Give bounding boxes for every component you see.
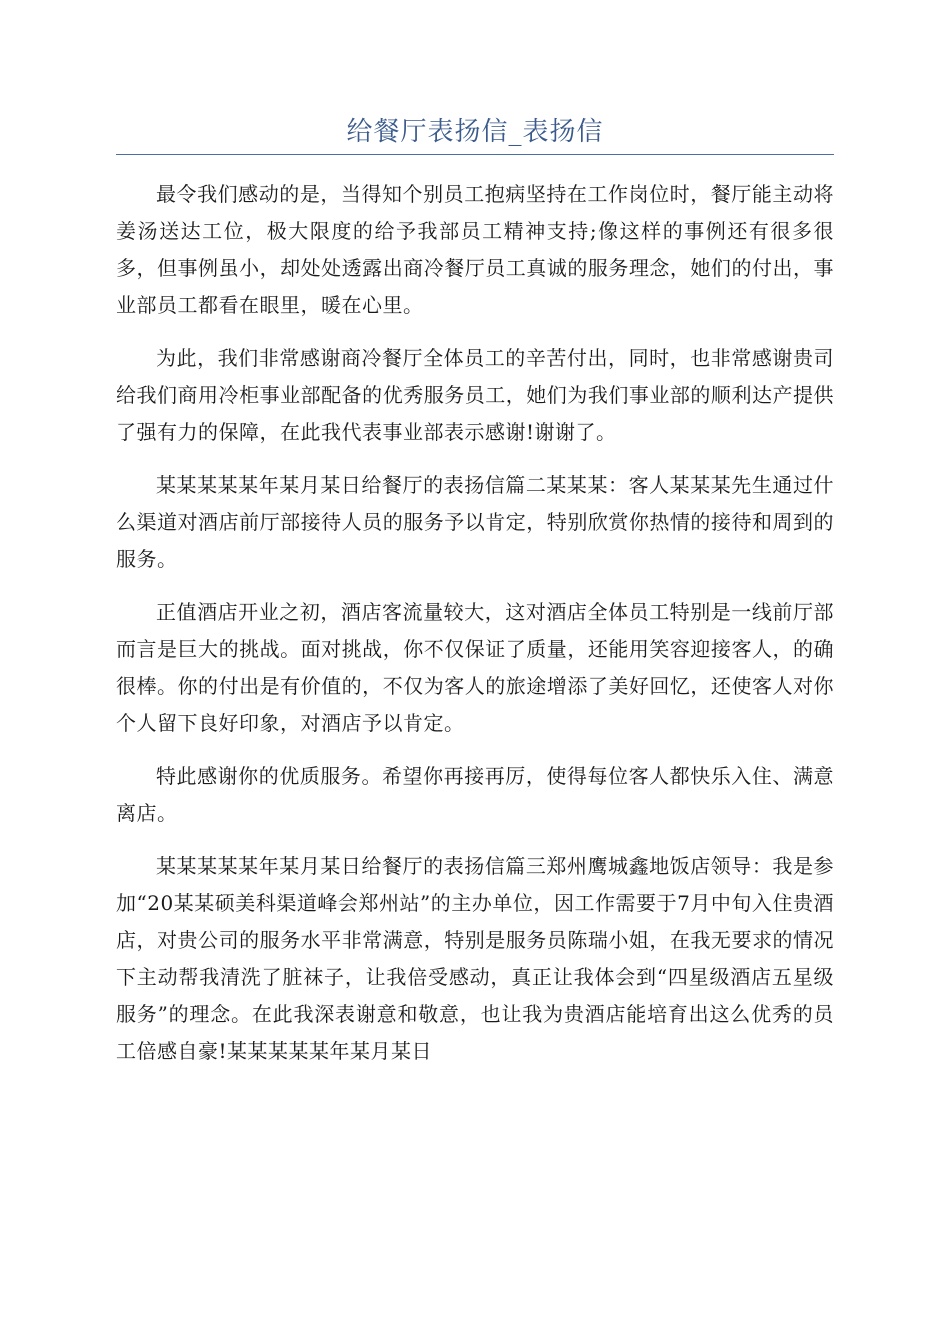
paragraph-3: 某某某某某年某月某日给餐厅的表扬信篇二某某某：客人某某某先生通过什么渠道对酒店前厅部接待人员的服务予以肯定，特别欣赏你热情的接待和周到的服务。 xyxy=(116,473,834,571)
document-body xyxy=(116,176,834,1086)
paragraph-5: 特此感谢你的优质服务。希望你再接再厉，使得每位客人都快乐入住、满意离店。 xyxy=(116,764,834,825)
title-underline xyxy=(116,154,834,155)
paragraph-4: 正值酒店开业之初，酒店客流量较大，这对酒店全体员工特别是一线前厅部而言是巨大的挑战。面对挑战，你不仅保证了质量，还能用笑容迎接客人，的确很棒。你的付出是有价值的，不仅为客人的旅途增添了美好回忆，还使客人对你个人留下良好印象，对酒店予以肯定。 xyxy=(116,600,834,735)
paragraph-1: 最令我们感动的是，当得知个别员工抱病坚持在工作岗位时，餐厅能主动将姜汤送达工位，极大限度的给予我部员工精神支持;像这样的事例还有很多很多，但事例虽小，却处处透露出商冷餐厅员工真诚的服务理念，她们的付出，事业部员工都看在眼里，暖在心里。 xyxy=(116,182,834,317)
paragraph-6: 某某某某某年某月某日给餐厅的表扬信篇三郑州鹰城鑫地饭店领导：我是参加“20某某硕美科渠道峰会郑州站”的主办单位，因工作需要于7月中旬入住贵酒店，对贵公司的服务水平非常满意，特别是服务员陈瑞小姐，在我无要求的情况下主动帮我清洗了脏袜子，让我倍受感动，真正让我体会到“四星级酒店五星级服务”的理念。在此我深表谢意和敬意，也让我为贵酒店能培育出这么优秀的员工倍感自豪!某某某某某年某月某日 xyxy=(116,854,834,1063)
document-title: 给餐厅表扬信_表扬信 xyxy=(346,117,604,147)
paragraph-2: 为此，我们非常感谢商冷餐厅全体员工的辛苦付出，同时，也非常感谢贵司给我们商用冷柜事业部配备的优秀服务员工，她们为我们事业部的顺利达产提供了强有力的保障，在此我代表事业部表示感谢!谢谢了。 xyxy=(116,346,834,444)
